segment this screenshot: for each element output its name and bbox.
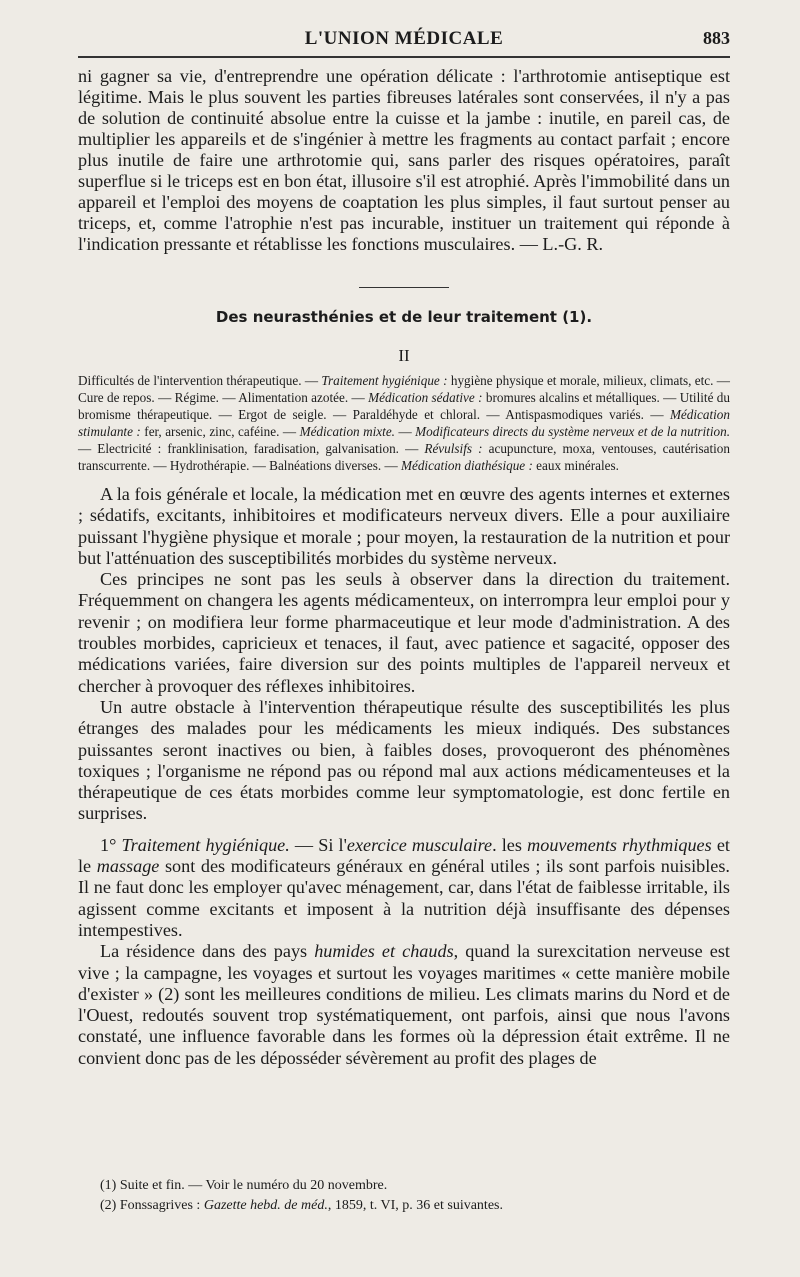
summary-italic: Médication sédative : [368, 390, 483, 405]
para-text: , quand la surexcitation nerveuse est vive ; la campagne, les voyages et surtout les voyages maritimes « cette manière mobile d'exister » (2) sont les meilleures conditions de milieu. Les climats marins du Nord et de l'Ouest, redoutés souvent trop systématiquement, ont parfois, ainsi que nous l'avons constaté, une influence favorable dans les formes où la dépression était extrême. Il ne convient donc pas de les déposséder sévèrement au profit des plages de [78, 941, 730, 1068]
summary-text: bromures alcalins et métalliques. — Utilité du bromisme thérapeutique. — Ergot de seigle. — Paraldéhyde et chloral. — Antispasmodiques variés. — [78, 390, 730, 422]
summary-italic: Médication stimulante : [78, 407, 730, 439]
body-paragraph: Ces principes ne sont pas les seuls à observer dans la direction du traitement. Fréquemment on changera les agents médicamenteux, on interrompra leur emploi pour y revenir ; on modifiera leur forme pharmaceutique et leur mode d'administration. A des troubles morbides, capricieux et tenaces, il faut, avec patience et sagacité, opposer des médications variées, faire diversion sur des points multiples de l'appareil nerveux et chercher à provoquer des réflexes inhibitoires. [78, 569, 730, 696]
footnote-italic: Gazette hebd. de méd. [203, 1198, 328, 1213]
article-title: Des neurasthénies et de leur traitement (1). [215, 308, 593, 326]
body-paragraph [78, 941, 730, 1069]
footnotes [80, 1176, 730, 1216]
body-paragraph: Un autre obstacle à l'intervention thérapeutique résulte des susceptibilités les plus étranges des malades pour les médicaments les mieux indiqués. Des substances puissantes seront inactives ou bien, à faibles doses, provoqueront des phénomènes toxiques ; l'organisme ne répond pas ou répond mal aux actions médicamenteuses et la thérapeutique de ces états morbides comme leur symptomatologie, est donc fertile en surprises. [78, 696, 730, 824]
summary-italic: Médication mixte. [299, 424, 395, 439]
para-text: et le [78, 834, 730, 877]
summary-italic: Médication diathésique : [401, 458, 533, 473]
summary-text: acupuncture, moxa, ventouses, cautérisation transcurrente. — Hydrothérapie. — Balnéations diverses. — [78, 441, 730, 473]
journal-title: L'UNION MÉDICALE [304, 28, 504, 49]
para-italic: humides et chauds [314, 941, 454, 962]
para-italic: massage [96, 856, 160, 877]
summary-text: — [394, 424, 416, 439]
body-paragraph [78, 835, 730, 941]
footnote-text: , 1859, t. VI, p. 36 et suivantes. [327, 1198, 503, 1213]
article-body [78, 484, 730, 1069]
section-separator [359, 287, 449, 288]
running-header [78, 28, 730, 58]
para-italic: Traitement hygiénique. [121, 834, 290, 855]
header-rule [78, 56, 730, 58]
continuation-paragraph [78, 66, 730, 255]
continuation-text: ni gagner sa vie, d'entreprendre une opération délicate : l'arthrotomie antiseptique est légitime. Mais le plus souvent les parties fibreuses latérales sont conservées, il n'y a pas de solution de continuité absolue entre la cuisse et la jambe : inutile, en pareil cas, de multiplier les appareils et de s'ingénier à mettre les fragments au contact parfait ; encore plus inutile de faire une arthrotomie qui, sans parler des risques opératoires, paraît superflue si le triceps est en bon état, illusoire s'il est atrophié. Après l'immobilité dans un appareil et l'emploi des moyens de coaptation les plus simples, il faut surtout penser au triceps, et, comme l'atrophie n'est pas incurable, instituer un traitement qui réponde à l'indication pressante et rétablisse les fonctions musculaires. [78, 66, 730, 254]
article-summary [78, 372, 730, 474]
footnote-1: (1) Suite et fin. — Voir le numéro du 20 novembre. [100, 1178, 388, 1193]
para-text: sont des modificateurs généraux en général utiles ; ils sont parfois nuisibles. Il ne faut donc les employer qu'avec ménagement, car, dans l'état de faiblesse irritable, ils agissent comme excitants et imposent à la nutrition déjà insuffisante des dépenses intempestives. [78, 856, 730, 940]
para-text: La résidence dans des pays [100, 941, 315, 962]
summary-italic: Révulsifs : [424, 441, 483, 456]
para-text: 1° [100, 834, 122, 855]
signature: — L.-G. R. [519, 234, 604, 254]
summary-italic: Modificateurs directs du système nerveux et de la nutrition. [415, 424, 730, 439]
article-part-number: II [398, 346, 410, 365]
para-text: — Si l' [289, 834, 347, 855]
summary-text: Difficultés de l'intervention thérapeutique. — [78, 373, 322, 388]
summary-text: fer, arsenic, zinc, caféine. — [140, 424, 300, 439]
summary-text: — Electricité : franklinisation, faradisation, galvanisation. — [78, 441, 425, 456]
footnote-text: (2) Fonssagrives : [100, 1198, 204, 1213]
para-italic: mouvements rhythmiques [527, 834, 712, 855]
summary-italic: Traitement hygiénique : [321, 373, 448, 388]
para-text: . les [492, 834, 528, 855]
summary-text: hygiène physique et morale, milieux, climats, etc. — Cure de repos. — Régime. — Alimentation azotée. — [78, 373, 730, 405]
page-number: 883 [703, 28, 730, 48]
summary-text: eaux minérales. [532, 458, 619, 473]
body-paragraph: A la fois générale et locale, la médication met en œuvre des agents internes et externes ; sédatifs, excitants, inhibitoires et modificateurs nerveux divers. Elle a pour auxiliaire puissant l'hygiène physique et morale ; pour moyen, la restauration de la nutrition et pour but l'atténuation des susceptibilités morbides du système nerveux. [78, 484, 730, 568]
para-italic: exercice musculaire [346, 834, 493, 855]
footnote-2 [80, 1196, 730, 1216]
page-body [78, 66, 730, 1069]
